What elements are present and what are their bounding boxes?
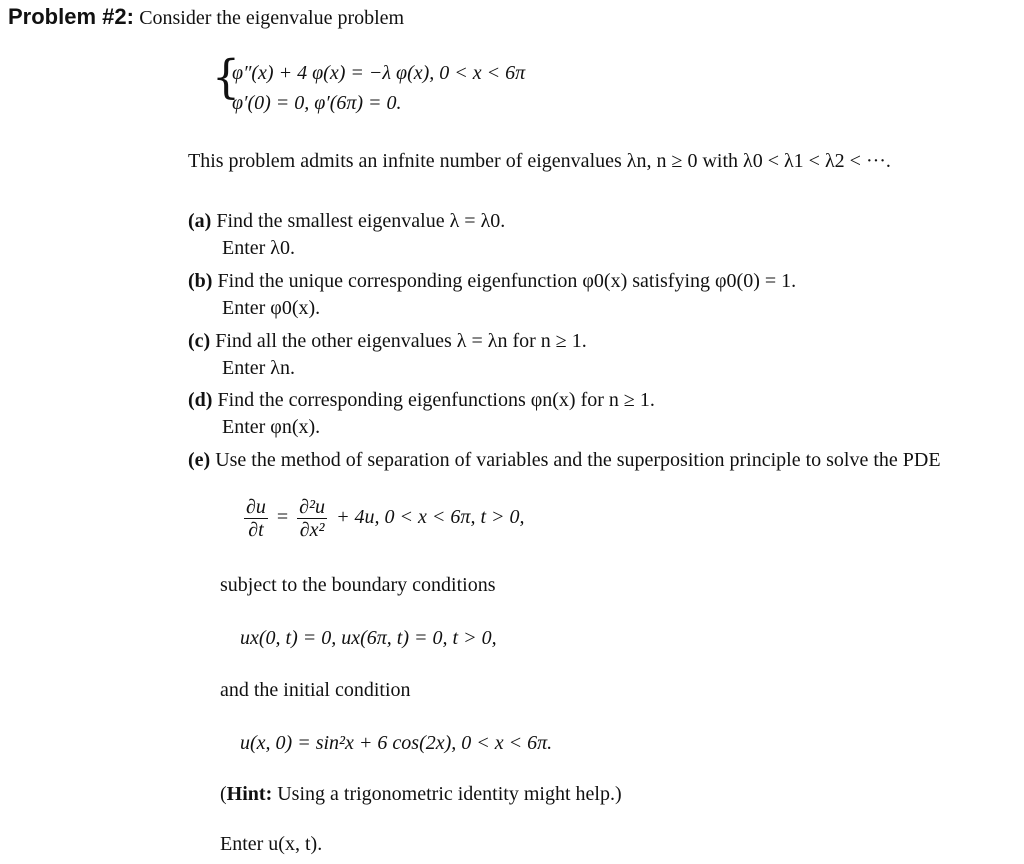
initial-condition: u(x, 0) = sin²x + 6 cos(2x), 0 < x < 6π.	[240, 732, 553, 754]
part-e	[188, 449, 941, 472]
hint-label: Hint:	[226, 783, 273, 805]
system-brace: {	[212, 50, 240, 105]
final-enter: Enter u(x, t).	[220, 833, 323, 855]
part-e-text: Use the method of separation of variables and the superposition principle to solve the PDE	[215, 449, 941, 471]
part-c	[188, 330, 587, 353]
part-c-text: Find all the other eigenvalues λ = λn for n ≥ 1.	[215, 330, 587, 352]
pde-rhs-numerator: ∂²u	[299, 496, 326, 518]
part-c-enter: Enter λn.	[222, 357, 296, 379]
pde-equation	[240, 496, 525, 541]
part-c-label: (c)	[188, 330, 211, 352]
part-e-label: (e)	[188, 449, 211, 471]
problem-header	[8, 4, 404, 30]
pde-equals: =	[276, 506, 294, 529]
part-a-text: Find the smallest eigenvalue λ = λ0.	[216, 210, 506, 232]
part-a-label: (a)	[188, 210, 212, 232]
problem-intro: Consider the eigenvalue problem	[139, 7, 405, 29]
pde-rhs-fraction	[297, 496, 327, 541]
bc-intro: subject to the boundary conditions	[220, 574, 496, 596]
boundary-conditions: ux(0, t) = 0, ux(6π, t) = 0, t > 0,	[240, 627, 497, 649]
ic-intro: and the initial condition	[220, 679, 411, 701]
part-b	[188, 270, 796, 293]
pde-lhs-fraction	[244, 496, 268, 541]
part-b-enter: Enter φ0(x).	[222, 297, 321, 319]
part-d-enter: Enter φn(x).	[222, 416, 321, 438]
part-d	[188, 389, 655, 412]
hint-open: (	[220, 783, 227, 805]
pde-rest: + 4u, 0 < x < 6π, t > 0,	[336, 506, 525, 529]
hint	[220, 783, 622, 806]
problem-label: Problem #2:	[8, 4, 134, 29]
eigenvalue-statement: This problem admits an infnite number of eigenvalues λn, n ≥ 0 with λ0 < λ1 < λ2 < ···.	[188, 150, 891, 172]
part-d-text: Find the corresponding eigenfunctions φn(x) for n ≥ 1.	[217, 389, 655, 411]
part-b-label: (b)	[188, 270, 213, 292]
part-a	[188, 210, 505, 233]
pde-lhs-denominator: ∂t	[248, 519, 264, 541]
part-b-text: Find the unique corresponding eigenfunction φ0(x) satisfying φ0(0) = 1.	[217, 270, 797, 292]
hint-text: Using a trigonometric identity might help.)	[277, 783, 622, 805]
system-line-2: φ′(0) = 0, φ′(6π) = 0.	[232, 92, 402, 114]
pde-rhs-denominator: ∂x²	[299, 519, 325, 541]
part-a-enter: Enter λ0.	[222, 237, 296, 259]
system-line-1: φ″(x) + 4 φ(x) = −λ φ(x), 0 < x < 6π	[232, 62, 526, 84]
pde-lhs-numerator: ∂u	[246, 496, 266, 518]
part-d-label: (d)	[188, 389, 213, 411]
